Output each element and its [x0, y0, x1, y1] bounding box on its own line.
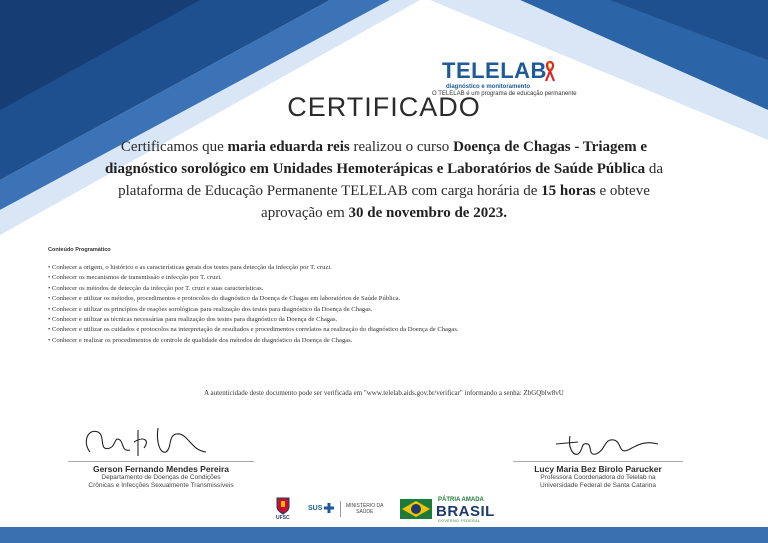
ufsc-crest-icon — [276, 497, 290, 515]
signer-role-left-2: Crônicas e Infecções Sexualmente Transmissíveis — [88, 481, 234, 489]
program-item: • Conhecer e utilizar as técnicas necessárias para realização dos testes para diagnóstico da Doença de Chagas. — [48, 316, 338, 324]
red-ribbon-icon — [544, 60, 556, 82]
program-item: • Conhecer e utilizar os cuidados e protocolos na interpretação de resultados e procedimentos correlatos na realização do diagnóstico da Doença de Chagas. — [48, 326, 459, 334]
program-item: • Conhecer os métodos de detecção da infecção por T. cruzi e suas características. — [48, 284, 264, 292]
certificate-statement — [100, 136, 668, 224]
ufsc-logo: UFSC — [276, 515, 290, 521]
signature-line — [513, 461, 683, 462]
brand-tagline: diagnóstico e monitoramento — [446, 84, 531, 90]
ministry-logo — [346, 503, 384, 515]
signature-line — [68, 461, 254, 462]
signature-block-right — [508, 461, 688, 489]
sus-logo — [308, 503, 334, 513]
governo-federal-text: GOVERNO FEDERAL — [438, 519, 481, 523]
signer-role-left-1: Departamento de Doenças de Condições — [101, 474, 221, 481]
signature-right-image — [548, 430, 668, 464]
program-heading: Conteúdo Programático — [48, 247, 111, 253]
ministry-line-2: SAÚDE — [356, 509, 374, 515]
brazil-flag-icon — [400, 499, 432, 519]
statement-text-2: realizou o curso — [349, 139, 454, 155]
program-item: • Conhecer e realizar os procedimentos de controle de qualidade dos métodos de diagnóstico da Doença de Chagas. — [48, 336, 353, 344]
ministry-line-1: MINISTÉRIO DA — [346, 503, 384, 509]
signature-block-left — [68, 461, 254, 489]
sus-cross-icon — [324, 503, 334, 513]
logo-divider — [340, 501, 341, 517]
signer-name-left: Gerson Fernando Mendes Pereira — [92, 464, 230, 474]
statement-text-3: da plataforma de Educação Permanente TELELAB com carga horária de — [118, 161, 664, 199]
course-name: Doença de Chagas - Triagem e diagnóstico sorológico em Unidades Hemoterápicas e Laboratórios de Saúde Pública — [104, 139, 648, 177]
sus-text: SUS — [308, 504, 323, 512]
participant-name: maria eduarda reis — [227, 139, 350, 155]
program-list — [48, 263, 668, 346]
program-item: • Conhecer a origem, o histórico e as características gerais dos testes para detecção da infecção por T. cruzi. — [48, 264, 332, 271]
brasil-text: BRASIL — [436, 503, 495, 520]
approval-date: 30 de novembro de 2023. — [348, 205, 507, 221]
signer-name-right: Lucy Maria Bez Birolo Parucker — [534, 464, 662, 474]
course-hours: 15 horas — [541, 183, 596, 199]
signer-role-right-2: Universidade Federal de Santa Catarina — [540, 481, 656, 489]
signature-left-image — [80, 422, 220, 462]
statement-text-4: e obteve aprovação em — [261, 183, 650, 221]
partner-logos — [270, 493, 510, 523]
certificate-title: CERTIFICADO — [287, 92, 481, 122]
authenticity-note: A autenticidade deste documento pode ser verificada em "www.telelab.aids.gov.br/verificar" informando a senha: ZbGQblw8vU — [204, 389, 564, 397]
brand-subtitle: O TELELAB é um programa de educação permanente — [432, 91, 577, 97]
program-item: • Conhecer e utilizar os princípios de reações sorológicas para realização dos testes para diagnóstico da Doença de Chagas. — [48, 305, 373, 313]
bottom-band — [0, 527, 768, 543]
statement-text-1: Certificamos que — [120, 139, 228, 155]
brand-name: TELELAB — [442, 58, 547, 83]
program-item: • Conhecer os mecanismos de transmissão e infecção por T. cruzi. — [48, 274, 222, 282]
signer-role-right-1: Professora Coordenadora do Telelab na — [540, 474, 656, 481]
program-item: • Conhecer e utilizar os métodos, procedimentos e protocolos do diagnóstico da Doença de Chagas em laboratórios de Saúde Pública. — [48, 295, 401, 303]
patria-amada-text: PÁTRIA AMADA — [438, 497, 484, 503]
